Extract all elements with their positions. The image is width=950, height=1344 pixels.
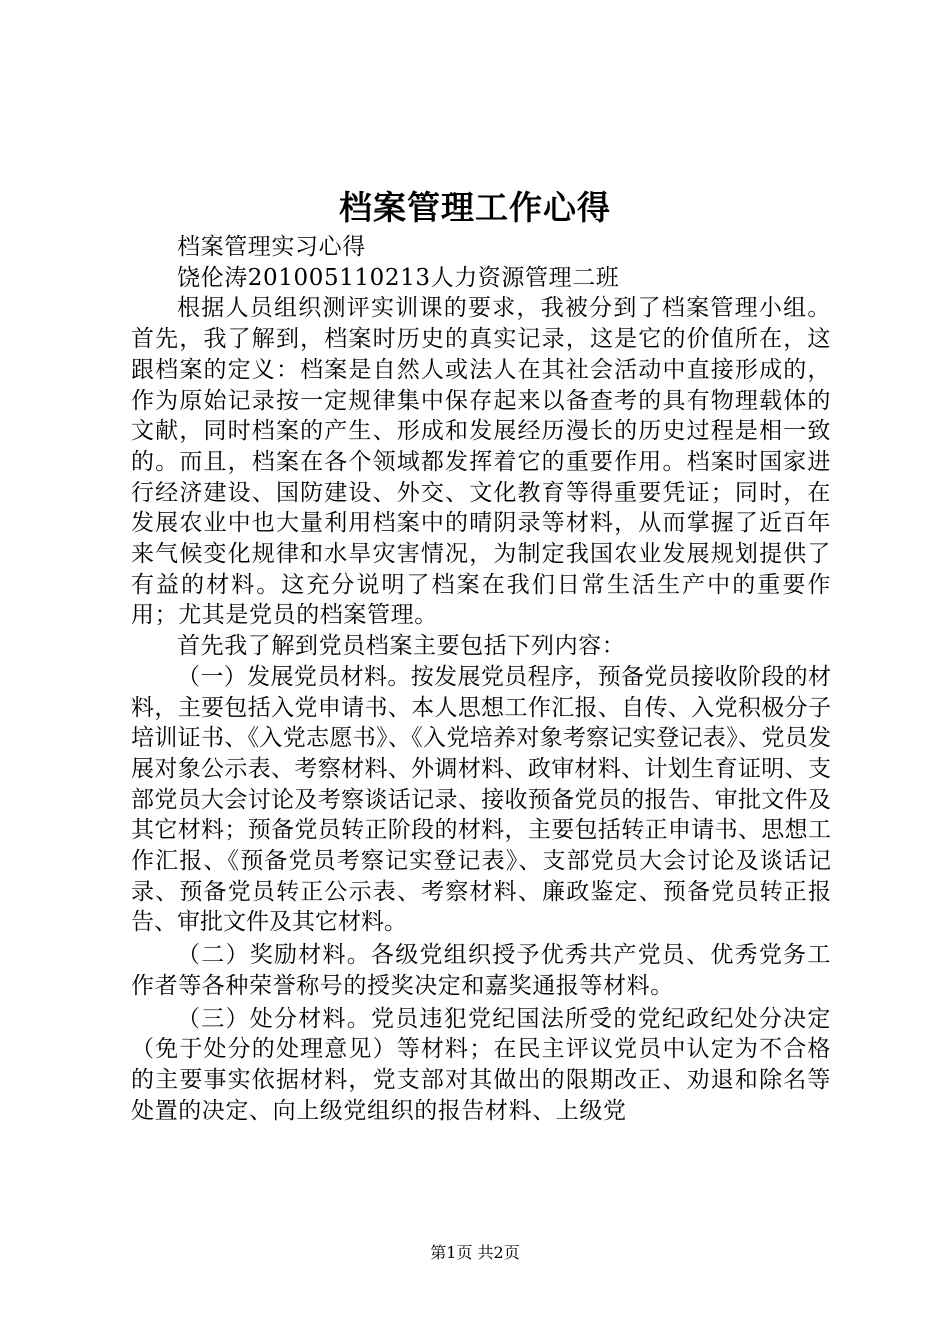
paragraph-subtitle: 档案管理实习心得	[177, 234, 366, 260]
paragraph-intro: 根据人员组织测评实训课的要求，我被分到了档案管理小组。首先，我了解到，档案时历史的真实记录，这是它的价值所在，这跟档案的定义：档案是自然人或法人在其社会活动中直接形成的，作为原始记录按一定规律集中保存起来以备查考的具有物理载体的文献，同时档案的产生、形成和发展经历漫长的历史过程是相一致的。而且，档案在各个领域都发挥着它的重要作用。档案时国家进行经济建设、国防建设、外交、文化教育等得重要凭证；同时，在发展农业中也大量利用档案中的晴阴录等材料，从而掌握了近百年来气候变化规律和水旱灾害情况，为制定我国农业发展规划提供了有益的材料。这充分说明了档案在我们日常生活生产中的重要作用；尤其是党员的档案管理。	[131, 295, 831, 629]
document-title: 档案管理工作心得	[339, 188, 611, 227]
page-footer: 第1页 共2页	[430, 1243, 520, 1262]
paragraph-item-3: （三）处分材料。党员违犯党纪国法所受的党纪政纪处分决定（免于处分的处理意见）等材料；在民主评议党员中认定为不合格的主要事实依据材料，党支部对其做出的限期改正、劝退和除名等处置的决定、向上级党组织的报告材料、上级党	[131, 1005, 831, 1124]
document-body	[131, 232, 831, 1126]
paragraph-item-2: （二）奖励材料。各级党组织授予优秀共产党员、优秀党务工作者等各种荣誉称号的授奖决定和嘉奖通报等材料。	[131, 942, 831, 999]
paragraph-item-1: （一）发展党员材料。按发展党员程序，预备党员接收阶段的材料，主要包括入党申请书、本人思想工作汇报、自传、入党积极分子培训证书、《入党志愿书》、《入党培养对象考察记实登记表》、党员发展对象公示表、考察材料、外调材料、政审材料、计划生育证明、支部党员大会讨论及考察谈话记录、接收预备党员的报告、审批文件及其它材料；预备党员转正阶段的材料，主要包括转正申请书、思想工作汇报、《预备党员考察记实登记表》、支部党员大会讨论及谈话记录、预备党员转正公示表、考察材料、廉政鉴定、预备党员转正报告、审批文件及其它材料。	[131, 663, 831, 936]
paragraph-author: 饶伦涛201005110213人力资源管理二班	[177, 264, 620, 291]
paragraph-contents-lead: 首先我了解到党员档案主要包括下列内容：	[177, 633, 626, 660]
